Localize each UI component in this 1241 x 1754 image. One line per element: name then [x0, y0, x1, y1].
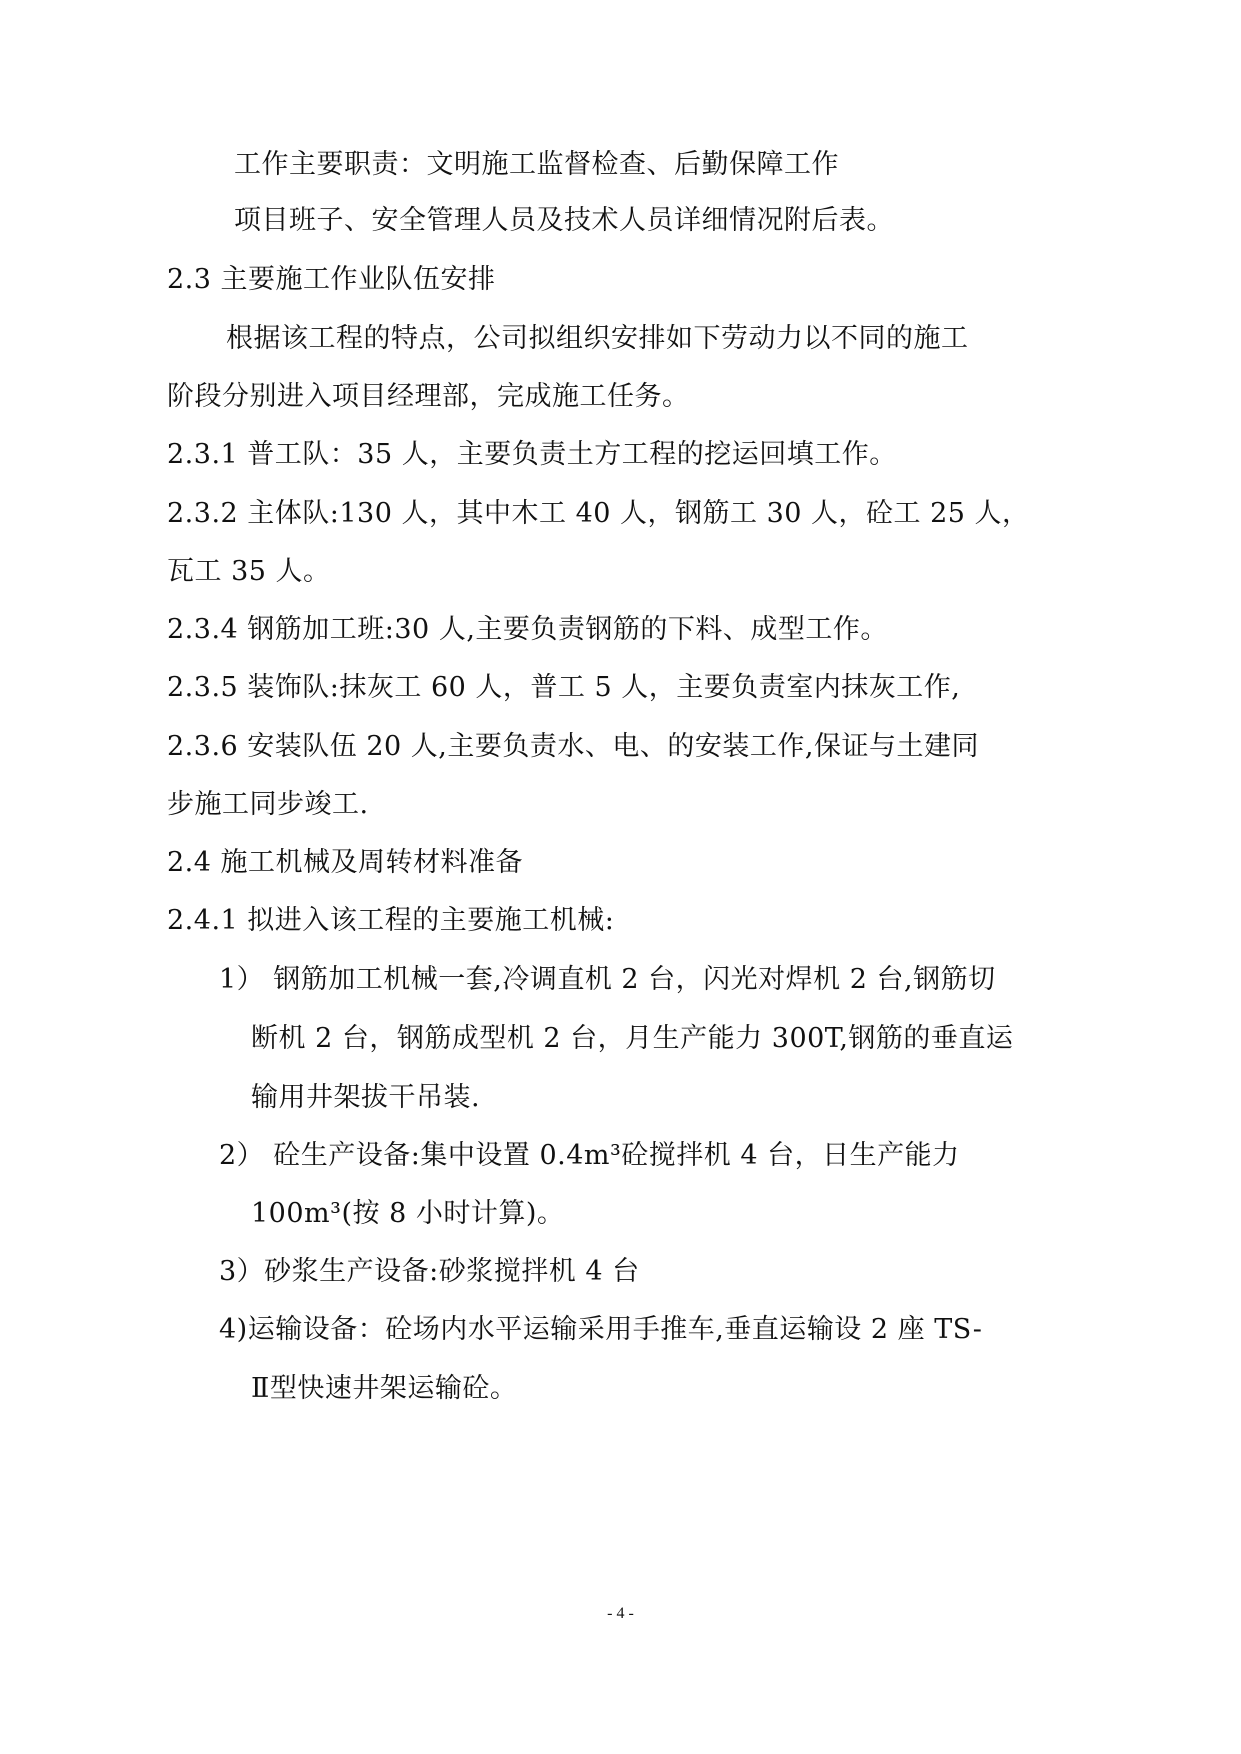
equipment-item-continuation: 断机 2 台，钢筋成型机 2 台，月生产能力 300T,钢筋的垂直运 — [251, 1023, 1014, 1054]
section-heading: 2.4 施工机械及周转材料准备 — [167, 847, 524, 878]
subsection-heading: 2.4.1 拟进入该工程的主要施工机械: — [167, 905, 615, 936]
list-item-continuation: 步施工同步竣工. — [167, 789, 369, 820]
equipment-item: 3）砂浆生产设备:砂浆搅拌机 4 台 — [219, 1256, 640, 1287]
list-item: 2.3.2 主体队:130 人，其中木工 40 人，钢筋工 30 人，砼工 25 人， — [167, 498, 1030, 529]
list-item-continuation: 瓦工 35 人。 — [167, 556, 331, 587]
equipment-item: 2） 砼生产设备:集中设置 0.4m³砼搅拌机 4 台，日生产能力 — [219, 1140, 960, 1171]
equipment-item-continuation: 100m³(按 8 小时计算)。 — [251, 1198, 565, 1229]
paragraph-line: 项目班子、安全管理人员及技术人员详细情况附后表。 — [234, 205, 894, 236]
list-item: 2.3.5 装饰队:抹灰工 60 人，普工 5 人，主要负责室内抹灰工作, — [167, 672, 961, 703]
list-item: 2.3.4 钢筋加工班:30 人,主要负责钢筋的下料、成型工作。 — [167, 614, 888, 645]
list-item: 2.3.1 普工队：35 人，主要负责土方工程的挖运回填工作。 — [167, 439, 897, 470]
paragraph-line: 工作主要职责：文明施工监督检查、后勤保障工作 — [234, 149, 839, 180]
section-heading: 2.3 主要施工作业队伍安排 — [167, 264, 496, 295]
equipment-item-continuation: Ⅱ型快速井架运输砼。 — [251, 1373, 518, 1404]
page-number: - 4 - — [607, 1605, 634, 1622]
equipment-item-continuation: 输用井架拔干吊装. — [251, 1082, 481, 1113]
list-item: 2.3.6 安装队伍 20 人,主要负责水、电、的安装工作,保证与土建同 — [167, 731, 979, 762]
paragraph-line: 阶段分别进入项目经理部，完成施工任务。 — [167, 381, 690, 412]
equipment-item: 1） 钢筋加工机械一套,冷调直机 2 台，闪光对焊机 2 台,钢筋切 — [219, 964, 996, 995]
paragraph-line: 根据该工程的特点，公司拟组织安排如下劳动力以不同的施工 — [226, 323, 969, 354]
equipment-item: 4)运输设备：砼场内水平运输采用手推车,垂直运输设 2 座 TS- — [219, 1314, 983, 1345]
